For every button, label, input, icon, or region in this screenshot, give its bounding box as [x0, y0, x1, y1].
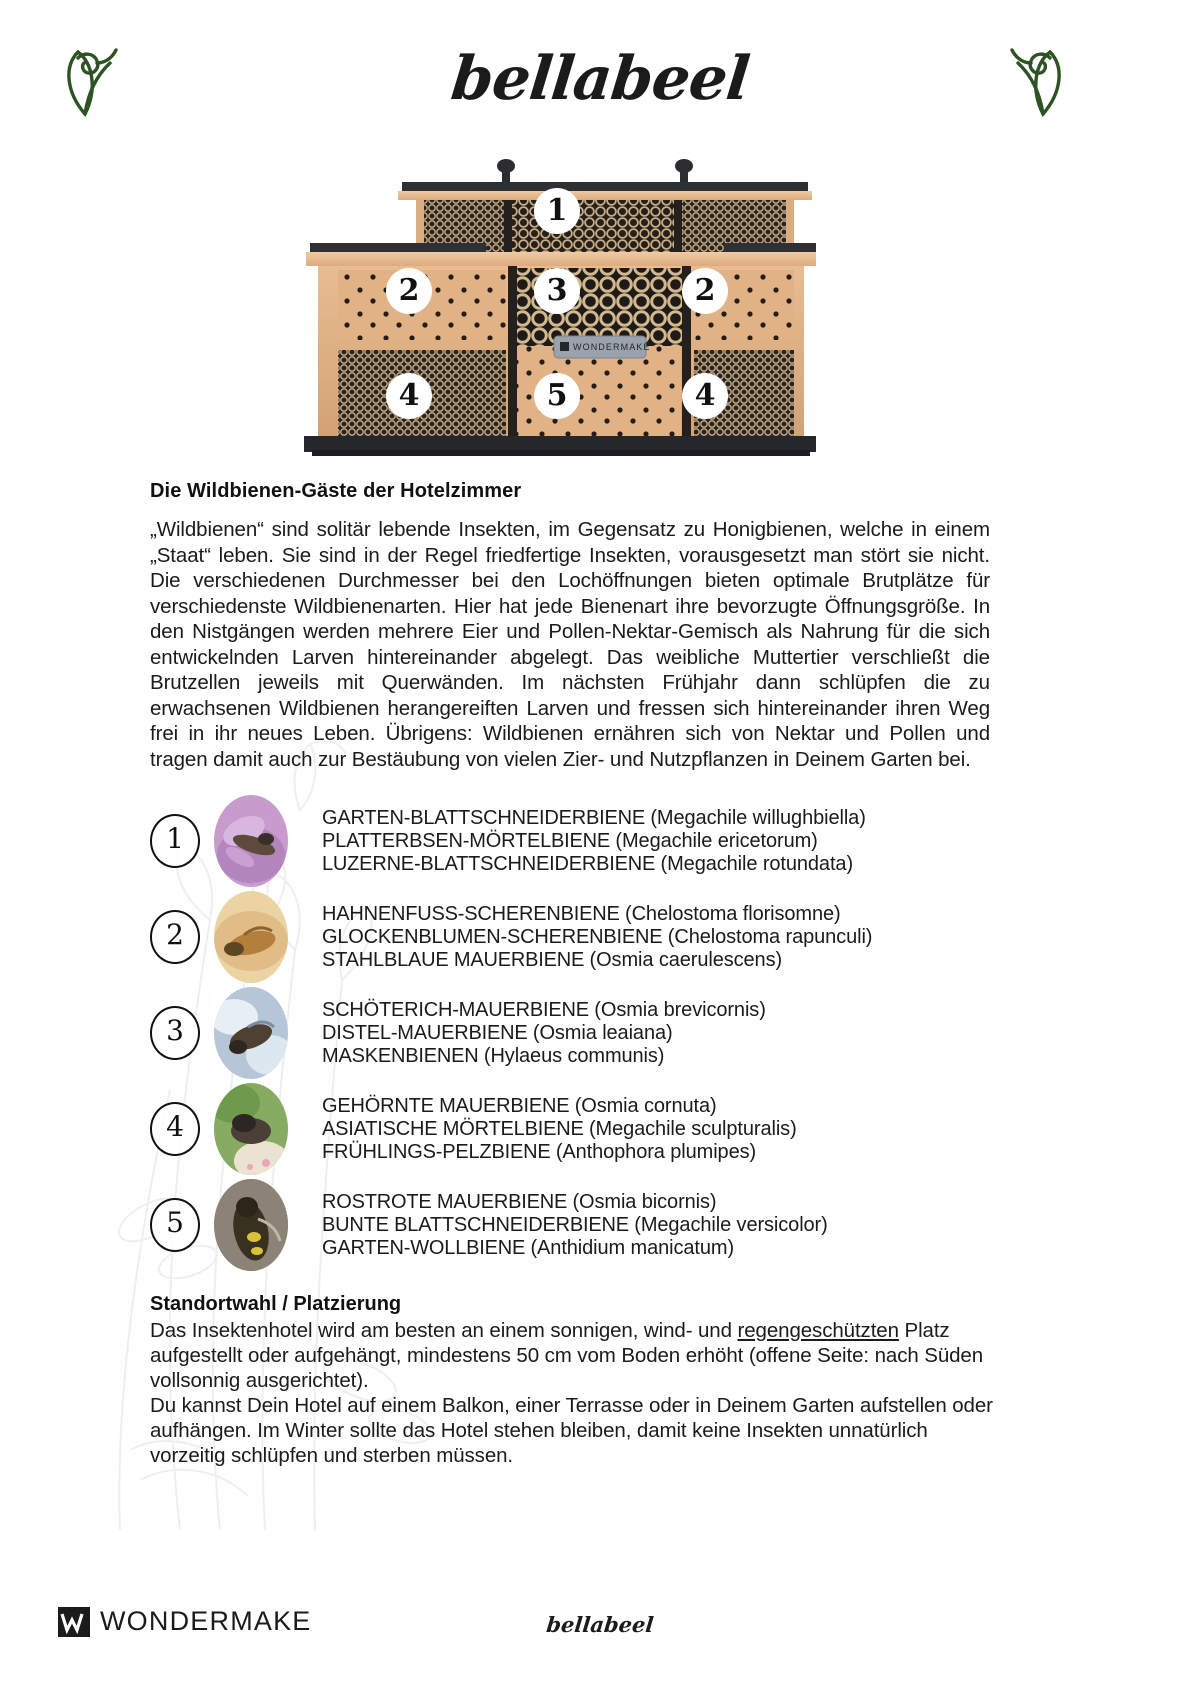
species-badge-3: 3: [150, 1006, 200, 1060]
placement-section: [150, 1293, 1000, 1468]
species-photo-4: [214, 1083, 288, 1175]
brand-logo: bellabeel: [447, 44, 753, 114]
species-list: [150, 795, 1000, 1275]
svg-text:WONDERMAKE: WONDERMAKE: [573, 342, 651, 352]
species-photo-5: [214, 1179, 288, 1271]
species-badge-2: 2: [150, 910, 200, 964]
hotel-marker-4-right: 4: [682, 373, 728, 419]
placement-paragraph-2: Du kannst Dein Hotel auf einem Balkon, einer Terrasse oder in Deinem Garten aufstellen oder aufhängen. Im Winter sollte das Hotel stehen bleiben, damit keine Insekten unnatürlich vorzeitig schlüpfen und sterben müssen.: [150, 1394, 993, 1467]
placement-paragraph-1: Das Insektenhotel wird am besten an einem sonnigen, wind- und regengeschützten Platz aufgestellt oder aufgehängt, mindestens 50 cm vom Boden erhöht (offene Seite: nach Süden vollsonnig ausgerichtet).: [150, 1319, 984, 1392]
species-photo-2: [214, 891, 288, 983]
page-header: [0, 0, 1200, 140]
placement-underlined-term: regengeschützten: [737, 1319, 899, 1342]
hotel-marker-3: 3: [534, 268, 580, 314]
hotel-marker-4-left: 4: [386, 373, 432, 419]
species-names-3: SCHÖTERICH-MAUERBIENE (Osmia brevicornis) DISTEL-MAUERBIENE (Osmia leaiana) MASKENBIENEN (Hylaeus communis): [322, 998, 766, 1067]
species-names-2: HAHNENFUSS-SCHERENBIENE (Chelostoma florisomne) GLOCKENBLUMEN-SCHERENBIENE (Chelostoma rapunculi) STAHLBLAUE MAUERBIENE (Osmia caerulescens): [322, 902, 873, 971]
species-row-1: [150, 795, 1000, 887]
species-row-3: [150, 987, 1000, 1079]
species-names-5: ROSTROTE MAUERBIENE (Osmia bicornis) BUNTE BLATTSCHNEIDERBIENE (Megachile versicolor) GARTEN-WOLLBIENE (Anthidium manicatum): [322, 1190, 828, 1259]
species-badge-1: 1: [150, 814, 200, 868]
species-row-5: [150, 1179, 1000, 1271]
species-photo-1: [214, 795, 288, 887]
species-names-1: GARTEN-BLATTSCHNEIDERBIENE (Megachile willughbiella) PLATTERBSEN-MÖRTELBIENE (Megachile ericetorum) LUZERNE-BLATTSCHNEIDERBIENE (Megachile rotundata): [322, 806, 866, 875]
species-row-4: [150, 1083, 1000, 1175]
guests-section-title: Die Wildbienen-Gäste der Hotelzimmer: [150, 480, 522, 502]
species-badge-5: 5: [150, 1198, 200, 1252]
species-names-4: GEHÖRNTE MAUERBIENE (Osmia cornuta) ASIATISCHE MÖRTELBIENE (Megachile sculpturalis) FRÜHLINGS-PELZBIENE (Anthophora plumipes): [322, 1094, 797, 1163]
hotel-marker-5: 5: [534, 373, 580, 419]
guests-section-body: „Wildbienen“ sind solitär lebende Insekten, im Gegensatz zu Honigbienen, welche in einem „Staat“ leben. Sie sind in der Regel friedfertige Insekten, vorausgesetzt man stört sie nicht. Die verschiedenen Durchmesser bei den Lochöffnungen bieten optimale Brutplätze für verschiedenste Wildbienenarten. Hier hat jede Bienenart ihre bevorzugte Öffnungsgröße. In den Nistgängen werden mehrere Eier und Pollen-Nektar-Gemisch als Nahrung für die sich entwickelnden Larven hintereinander abgelegt. Das weibliche Muttertier verschließt die Brutzellen jeweils mit Querwänden. Im nächsten Frühjahr dann schlüpfen die zu erwachsenen Wildbienen herangereiften Larven und fressen sich hintereinander ihren Weg frei in ihr neues Leben. Übrigens: Wildbienen ernähren sich von Nektar und Pollen und tragen damit auch zur Bestäubung von vielen Zier- und Nutzpflanzen in Deinem Garten bei.: [150, 518, 990, 771]
guests-section: [150, 480, 990, 772]
species-row-2: [150, 891, 1000, 983]
hotel-marker-1: 1: [534, 188, 580, 234]
placement-section-title: Standortwahl / Platzierung: [150, 1293, 402, 1315]
hotel-marker-2-left: 2: [386, 268, 432, 314]
footer-brand-logo: bellabeel: [545, 1612, 655, 1637]
species-photo-3: [214, 987, 288, 1079]
species-badge-4: 4: [150, 1102, 200, 1156]
hotel-marker-2-right: 2: [682, 268, 728, 314]
insect-hotel-image: [276, 140, 816, 460]
page-footer: [0, 1606, 1200, 1646]
wondermake-wordmark: WONDERMAKE: [100, 1606, 312, 1636]
